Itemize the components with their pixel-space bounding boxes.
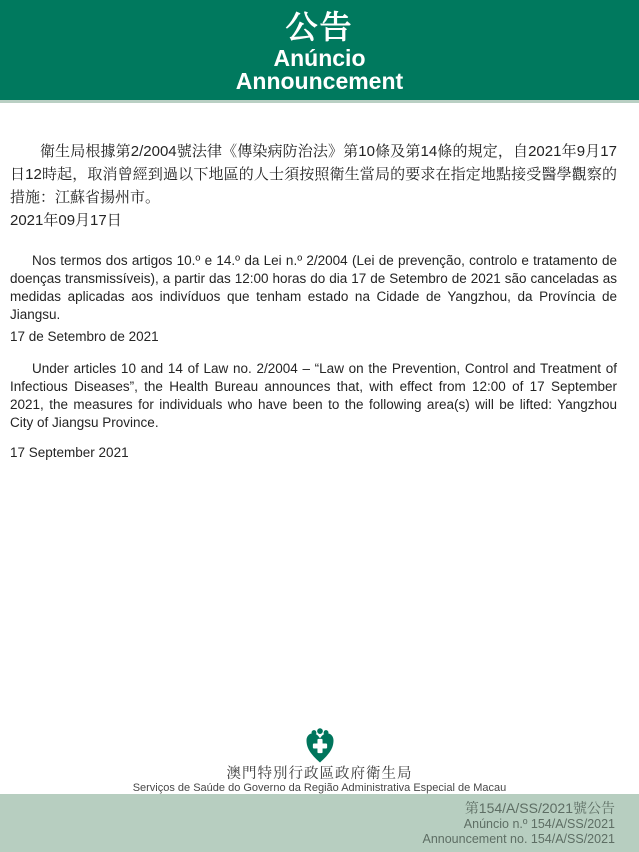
date-en: 17 September 2021 xyxy=(10,445,129,460)
organisation-block xyxy=(0,728,639,794)
date-zh: 2021年09月17日 xyxy=(10,212,122,229)
org-name-pt: Serviços de Saúde do Governo da Região Administrativa Especial de Macau xyxy=(132,782,507,794)
page-title-zh: 公告 xyxy=(285,9,354,45)
header-banner xyxy=(0,0,639,103)
paragraph-pt: Nos termos dos artigos 10.º e 14.º da Lei n.º 2/2004 (Lei de prevenção, controlo e tratamento de doenças transmissíveis), a partir das 12:00 horas do dia 17 de Setembro de 2021 são canceladas as medidas aplicadas aos indivíduos que tenham estado na Cidade de Yangzhou, da Província de Jiangsu. xyxy=(10,253,617,322)
announcement-number-zh: 第154/A/SS/2021號公告 xyxy=(464,800,615,816)
document-body xyxy=(0,140,639,462)
announcement-number-en: Announcement no. 154/A/SS/2021 xyxy=(422,832,615,846)
health-bureau-heart-cross-logo-icon xyxy=(305,728,335,764)
announcement-number-pt: Anúncio n.º 154/A/SS/2021 xyxy=(463,817,615,831)
page-title-en: Announcement xyxy=(235,68,404,94)
org-name-zh: 澳門特別行政區政府衛生局 xyxy=(226,766,413,782)
date-pt: 17 de Setembro de 2021 xyxy=(10,329,159,344)
page-title-pt: Anúncio xyxy=(273,45,366,71)
paragraph-en: Under articles 10 and 14 of Law no. 2/2004 – “Law on the Prevention, Control and Treatment of Infectious Diseases”, the Health Bureau announces that, with effect from 12:00 of 17 September 2021, the measures for individuals who have been to the following area(s) will be lifted: Yangzhou City of Jiangsu Province. xyxy=(10,361,617,430)
paragraph-zh: 衛生局根據第2/2004號法律《傳染病防治法》第10條及第14條的規定，自2021年9月17日12時起，取消曾經到過以下地區的人士須按照衛生當局的要求在指定地點接受醫學觀察的措施：江蘇省揚州市。 xyxy=(10,143,617,206)
footer-band xyxy=(0,794,639,852)
